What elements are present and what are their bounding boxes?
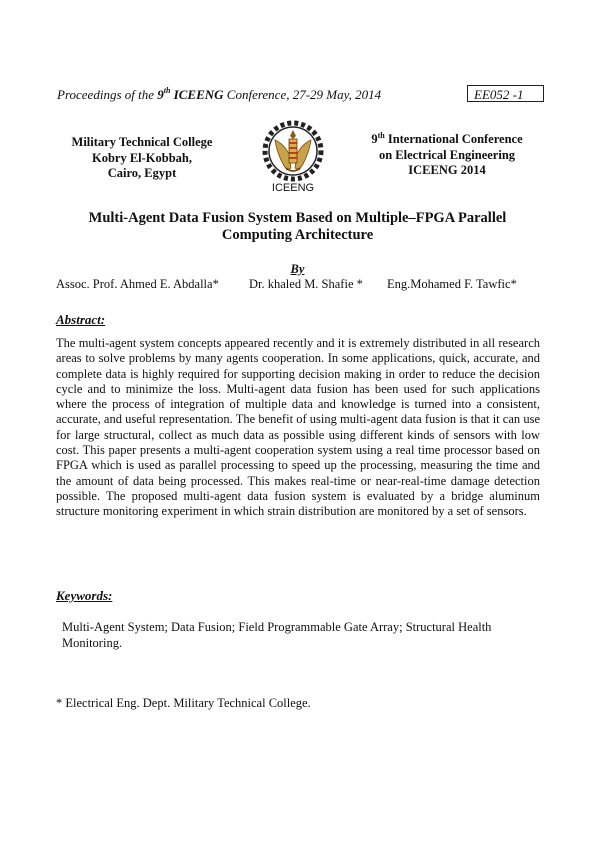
header-event: ICEENG	[173, 87, 224, 102]
conference-ordinal-suffix: th	[377, 131, 385, 140]
author-1: Assoc. Prof. Ahmed E. Abdalla*	[56, 277, 219, 291]
institution-name: Military Technical College	[71, 135, 213, 149]
header-ordinal-suffix: th	[163, 86, 171, 95]
institution-city: Cairo, Egypt	[107, 166, 177, 180]
paper-title-line-2: Computing Architecture	[221, 227, 374, 243]
author-3: Eng.Mohamed F. Tawfic*	[387, 277, 517, 291]
header-ordinal: 9	[157, 87, 164, 102]
conference-ordinal: 9	[371, 132, 378, 146]
institution-location: Kobry El-Kobbah,	[91, 150, 193, 165]
conference-name: ICEENG 2014	[408, 163, 486, 177]
header-suffix: Conference, 27-29 May, 2014	[223, 87, 382, 102]
iceeng-logo-icon	[256, 118, 330, 194]
paper-title	[55, 210, 540, 244]
by-label: By	[290, 262, 305, 276]
conference-subject: on Electrical Engineering	[378, 147, 516, 162]
institution-block	[54, 135, 230, 182]
author-2: Dr. khaled M. Shafie *	[249, 277, 363, 291]
header-prefix: Proceedings of the	[57, 87, 158, 102]
conference-block	[360, 132, 534, 179]
keywords-heading: Keywords:	[56, 588, 113, 603]
conference-title-rest: International Conference	[384, 132, 523, 146]
proceedings-header	[57, 86, 381, 103]
keywords-text: Multi-Agent System; Data Fusion; Field Programmable Gate Array; Structural Health Monitoring.	[62, 620, 492, 650]
logo-text: ICEENG	[271, 182, 315, 194]
abstract-heading: Abstract:	[56, 312, 106, 327]
paper-code-box: EE052 -1	[467, 85, 544, 102]
conference-title	[360, 132, 534, 148]
affiliation-footnote: * Electrical Eng. Dept. Military Technical College.	[56, 696, 311, 710]
paper-title-line-1: Multi-Agent Data Fusion System Based on Multiple–FPGA Parallel	[88, 210, 507, 226]
abstract-text: The multi-agent system concepts appeared recently and it is extremely distributed in all research areas to solve problems by many agents cooperation. In some applications, quick, accurate, and complete data is highly required for supporting decision making in order to reduce the decision cycle and to minimize the loss. Multi-agent data fusion has been used for such applications where the process of integration of multiple data and knowledge is turned into a consistent, accurate, and useful representation. The benefit of using multi-agent data fusion is that it can use for large structural, collect as much data as possible using different kinds of sensors with low cost. This paper presents a multi-agent cooperation system using a real time processor based on FPGA which is used as parallel processing to speed up the processing, measuring the time and the amount of data being processed. This makes real-time or near-real-time damage detection possible. The proposed multi-agent data fusion system is evaluated by a bridge aluminum structure monitoring experiment in which strain distribution are monitored by a set of sensors.	[56, 336, 540, 519]
